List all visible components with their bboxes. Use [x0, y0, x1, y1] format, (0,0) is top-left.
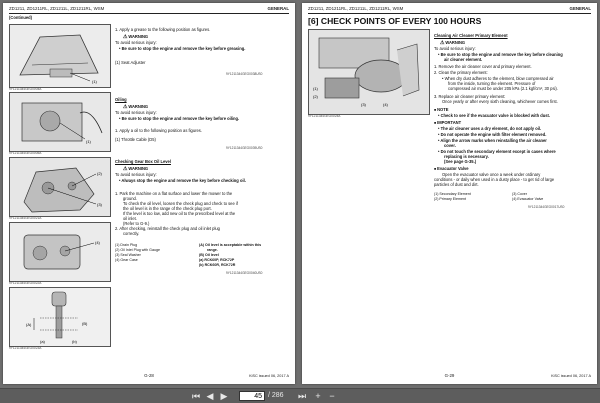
warning-intro: To avoid serious injury:: [434, 46, 476, 51]
important-item: cover.: [444, 143, 456, 148]
check-plug-illustration: [10, 223, 110, 281]
first-page-icon[interactable]: ⏮: [191, 391, 201, 401]
important-item: replacing is necessary.: [444, 154, 489, 159]
step-line: 3. Replace air cleaner primary element:: [434, 94, 506, 99]
warning-title: ⚠ WARNING: [123, 34, 148, 40]
figure-label: (A): [26, 322, 32, 327]
evacuator-text: conditions - or daily when used in a dusty place - to get rid of large: [434, 177, 555, 182]
figure-label: (3): [361, 102, 366, 107]
left-page: [3, 3, 295, 384]
legend-item: (a) RCK60P, RCK72P: [199, 258, 235, 262]
header-rule: [9, 13, 289, 14]
legend-item: range.: [207, 248, 218, 252]
figure-label: (a): [40, 339, 45, 344]
section-code: 9Y1211344GEG0017US0: [528, 205, 565, 209]
figure-label: (2): [313, 94, 318, 99]
warning-intro: To avoid serious injury:: [115, 110, 157, 115]
evacuator-title: ■ Evacuator Valve: [434, 166, 469, 172]
note-item: • Check to see if the evacuator valve is blocked with dust.: [438, 113, 550, 118]
step-line: 2. After checking, reinstall the check plug and oil inlet plug: [115, 226, 220, 231]
gear-box-illustration: [10, 158, 110, 216]
warning-title: ⚠ WARNING: [123, 166, 148, 172]
page-total: / 286: [268, 392, 284, 399]
zoom-in-icon[interactable]: +: [315, 391, 321, 401]
page-number-input[interactable]: [239, 391, 265, 401]
step-line: • When dry dust adheres to the element, blow compressed air: [442, 76, 554, 81]
step-line: (Refer to G-9.): [123, 221, 150, 226]
legend-item: (A) Oil level is acceptable within this: [199, 243, 262, 247]
continued-label: (Continued): [9, 15, 32, 20]
figure-check-plug: [9, 222, 111, 282]
warning-item: • Be sure to stop the engine and remove the key before greasing.: [119, 46, 245, 51]
page-number: G-29: [444, 373, 455, 378]
important-item: (See page G-35.): [444, 159, 477, 164]
air-cleaner-illustration: [309, 30, 429, 114]
important-item: • The air cleaner uses a dry element, do not apply oil.: [438, 126, 541, 131]
legend-item: (1) Secondary Element: [434, 192, 471, 196]
important-title: ■ IMPORTANT: [434, 120, 461, 126]
page-header-section: GENERAL: [267, 6, 289, 11]
important-item: • Do not touch the secondary element except in cases where: [438, 149, 556, 154]
section-code: 9Y1211344GEG0038US0: [226, 72, 263, 76]
figure-code: 9Y1211344GEG0023A: [9, 346, 42, 350]
legend-item: (4) Evacuator Valve: [512, 197, 544, 201]
seat-adjuster-illustration: [10, 25, 110, 87]
warning-item: • Be sure to stop the engine and remove the key before cleaning: [438, 52, 563, 57]
step-line: If the level is too low, add new oil to the prescribed level at the: [123, 211, 236, 216]
figure-label: (4): [95, 240, 100, 245]
header-rule: [308, 13, 591, 14]
grease-step: 1. Apply a grease to the following position as figures.: [115, 27, 211, 32]
legend-item: (2) Primary Element: [434, 197, 466, 201]
warning-intro: To avoid serious injury:: [115, 172, 157, 177]
step-line: oil inlet.: [123, 216, 137, 221]
figure-label: (1): [86, 139, 91, 144]
right-page: [302, 3, 597, 384]
step-line: correctly.: [123, 231, 140, 236]
figure-air-cleaner: [308, 29, 430, 115]
figure-oil-level-gauge: [9, 287, 111, 347]
section-code: 9Y1211344GEG0039US0: [226, 146, 263, 150]
warning-item: • Always stop the engine and remove the key before checking oil.: [119, 178, 246, 183]
step-line: 1. Park the machine on a flat surface and lower the mower to the: [115, 191, 233, 196]
prev-page-icon[interactable]: ◀: [206, 391, 214, 401]
step-line: the oil level is in the range of the check plug port.: [123, 206, 212, 211]
oil-level-gauge-illustration: [10, 288, 110, 346]
page-header: ZD1211, ZD1211RL, ZD1211L, ZD1211RL, WSM: [308, 6, 404, 11]
legend-item: (3) Cover: [512, 192, 527, 196]
important-item: • Do not operate the engine with filter element removed.: [438, 132, 546, 137]
figure-label: (1): [92, 79, 97, 84]
page-header-section: GENERAL: [569, 6, 591, 11]
issue-label: KiSC issued 06, 2017 A: [249, 374, 289, 378]
figure-label: (2): [97, 171, 102, 176]
step-line: Once yearly or after every sixth cleaning, whichever comes first.: [442, 99, 558, 104]
figure-code: 9Y1211344GEG0005A: [9, 151, 42, 155]
figure-label: (B): [82, 321, 88, 326]
next-page-icon[interactable]: ▶: [220, 391, 228, 401]
figure-label: (4): [383, 102, 388, 107]
page-number: G-28: [144, 373, 154, 378]
figure-gear-box: [9, 157, 111, 217]
figure-throttle-cable: [9, 92, 111, 152]
warning-item: • Be sure to stop the engine and remove the key before oiling.: [119, 116, 239, 121]
legend-item: (2) Oil Inlet Plug with Gauge: [115, 248, 160, 252]
step-line: ground.: [123, 196, 137, 201]
warning-title: ⚠ WARNING: [440, 40, 465, 46]
figure-legend: (1) Throttle Cable (D5): [115, 137, 156, 142]
warning-intro: To avoid serious injury:: [115, 40, 157, 45]
figure-code: 9Y1211344GEG0021A: [9, 216, 42, 220]
figure-legend: (1) Seat Adjuster: [115, 60, 146, 65]
evacuator-text: particles of dust and dirt.: [434, 182, 479, 187]
legend-item: (B) Oil level: [199, 253, 219, 257]
legend-item: (4) Gear Case: [115, 258, 138, 262]
gear-box-title: Checking Gear Box Oil Level: [115, 159, 171, 164]
subsection-title: Cleaning Air Cleaner Primary Element: [434, 33, 508, 38]
oiling-title: Oiling: [115, 97, 127, 102]
warning-title: ⚠ WARNING: [123, 104, 148, 110]
figure-label: (b): [72, 339, 77, 344]
evacuator-text: Open the evacuator valve once a week under ordinary: [442, 172, 541, 177]
figure-code: 9Y1211344GEG0022A: [9, 281, 42, 285]
legend-item: (3) Seal Washer: [115, 253, 141, 257]
step-line: To check the oil level, loosen the check plug and check to see if: [123, 201, 238, 206]
note-title: ■ NOTE: [434, 107, 448, 113]
throttle-cable-illustration: [10, 93, 110, 151]
figure-label: (3): [97, 202, 102, 207]
figure-label: (1): [313, 86, 318, 91]
legend-item: (1) Drain Plug: [115, 243, 138, 247]
issue-label: KiSC issued 06, 2017 A: [551, 374, 591, 378]
oiling-step: 1. Apply a oil to the following position as figures.: [115, 128, 202, 133]
step-line: from the inside, turning the element. Pressure of: [448, 81, 536, 86]
page-header: ZD1211, ZD1211RL, ZD1211L, ZD1211RL, WSM: [9, 6, 105, 11]
step-line: 1. Remove the air cleaner cover and primary element.: [434, 64, 532, 69]
step-line: 2. Clean the primary element:: [434, 70, 488, 75]
figure-code: 9Y1211344GEG0004A: [9, 87, 42, 91]
zoom-out-icon[interactable]: −: [329, 391, 335, 401]
section-title: [6] CHECK POINTS OF EVERY 100 HOURS: [308, 16, 482, 26]
last-page-icon[interactable]: ⏭: [297, 391, 307, 401]
figure-code: 9Y1211344GEG0024A: [308, 114, 341, 118]
step-line: compressed air must be under 205 kPa (2.1 kgf/cm², 30 psi).: [448, 86, 558, 91]
section-code: 9Y1211344GEG0040US0: [226, 271, 263, 275]
viewer-toolbar: [0, 388, 600, 403]
legend-item: (b) RCK60R, RCK72R: [199, 263, 236, 267]
warning-item: air cleaner element.: [444, 57, 483, 62]
important-item: • Align the arrow marks when reinstalling the air cleaner: [438, 138, 547, 143]
figure-seat-adjuster: [9, 24, 111, 88]
